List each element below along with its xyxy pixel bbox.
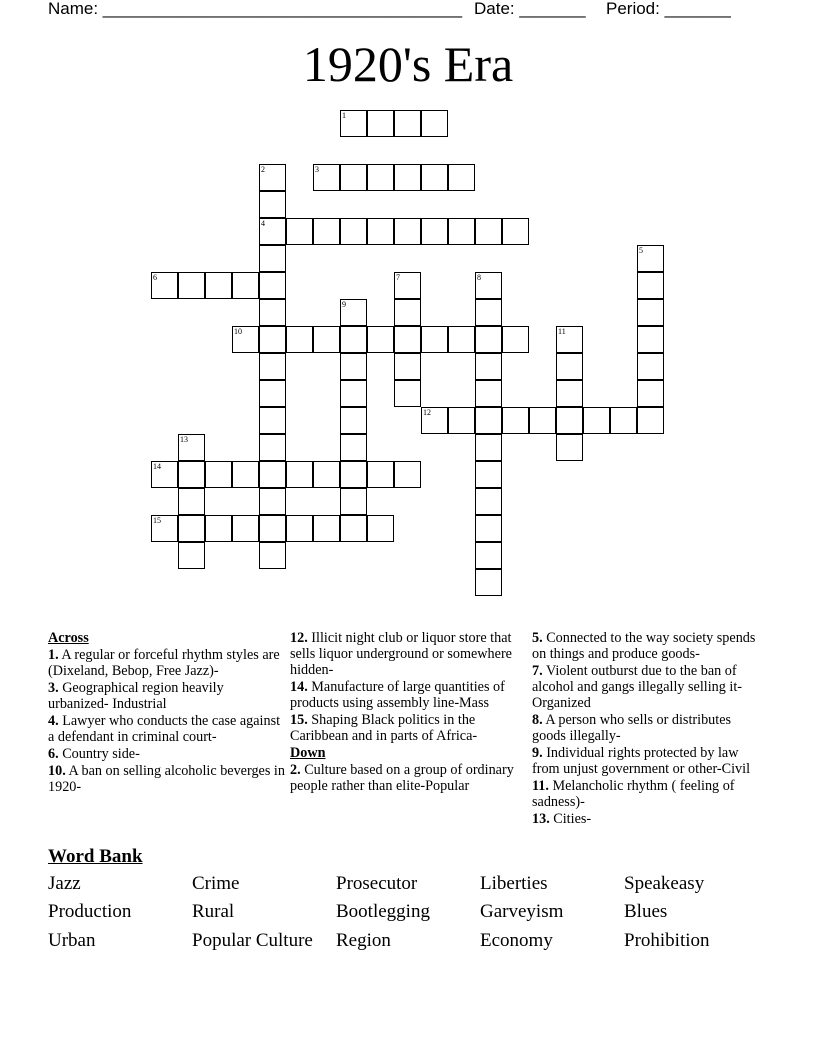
crossword-cell[interactable] bbox=[367, 461, 394, 488]
clue-number: 15. bbox=[290, 712, 308, 728]
crossword-cell[interactable] bbox=[259, 407, 286, 434]
crossword-cell[interactable] bbox=[475, 299, 502, 326]
crossword-cell[interactable] bbox=[394, 461, 421, 488]
crossword-cell[interactable] bbox=[151, 461, 178, 488]
crossword-cell[interactable] bbox=[475, 434, 502, 461]
crossword-cell[interactable] bbox=[502, 407, 529, 434]
crossword-cell[interactable] bbox=[232, 326, 259, 353]
clue-down-13 bbox=[532, 811, 768, 827]
crossword-cell[interactable] bbox=[475, 542, 502, 569]
clue-column-1 bbox=[48, 630, 286, 796]
crossword-cell[interactable] bbox=[475, 461, 502, 488]
clue-number: 6. bbox=[48, 746, 59, 762]
crossword-cell[interactable] bbox=[367, 515, 394, 542]
crossword-cell[interactable] bbox=[475, 218, 502, 245]
crossword-cell[interactable] bbox=[340, 353, 367, 380]
word-bank-item: Speakeasy bbox=[624, 873, 705, 894]
crossword-cell[interactable] bbox=[232, 515, 259, 542]
clue-number: 10. bbox=[48, 763, 66, 779]
crossword-cell[interactable] bbox=[205, 461, 232, 488]
clue-number: 13. bbox=[532, 811, 550, 827]
clue-across-3 bbox=[48, 680, 286, 712]
crossword-cell[interactable] bbox=[286, 218, 313, 245]
crossword-cell[interactable] bbox=[232, 272, 259, 299]
clue-text: Lawyer who conducts the case against a defendant in criminal court- bbox=[48, 713, 281, 745]
crossword-cell[interactable] bbox=[637, 353, 664, 380]
crossword-cell[interactable] bbox=[610, 407, 637, 434]
crossword-cell[interactable] bbox=[259, 164, 286, 191]
clue-number: 4. bbox=[48, 713, 59, 729]
crossword-cell[interactable] bbox=[556, 434, 583, 461]
cell-number: 3 bbox=[315, 165, 319, 174]
word-bank-item: Garveyism bbox=[480, 901, 564, 922]
cell-number: 10 bbox=[234, 327, 242, 336]
cell-number: 4 bbox=[261, 219, 265, 228]
clue-column-2 bbox=[290, 630, 528, 795]
crossword-cell[interactable] bbox=[340, 461, 367, 488]
crossword-cell[interactable] bbox=[637, 326, 664, 353]
word-bank-item: Prosecutor bbox=[336, 873, 418, 894]
word-bank-item: Jazz bbox=[48, 873, 81, 894]
clue-number: 8. bbox=[532, 712, 543, 728]
crossword-cell[interactable] bbox=[394, 110, 421, 137]
name-field[interactable]: Name: ______________________________________ bbox=[48, 0, 463, 18]
crossword-cell[interactable] bbox=[475, 407, 502, 434]
crossword-cell[interactable] bbox=[313, 164, 340, 191]
crossword-cell[interactable] bbox=[637, 245, 664, 272]
crossword-cell[interactable] bbox=[259, 380, 286, 407]
clue-number: 14. bbox=[290, 679, 308, 695]
crossword-cell[interactable] bbox=[259, 326, 286, 353]
clue-text: Violent outburst due to the ban of alcohol and gangs illegally selling it- Organized bbox=[532, 663, 743, 711]
page-title: 1920's Era bbox=[302, 36, 514, 92]
crossword-cell[interactable] bbox=[178, 272, 205, 299]
crossword-cell[interactable] bbox=[475, 326, 502, 353]
word-bank-item: Popular Culture bbox=[192, 930, 313, 951]
cell-number: 12 bbox=[423, 408, 431, 417]
crossword-cell[interactable] bbox=[178, 488, 205, 515]
clue-text: Connected to the way society spends on things and produce goods- bbox=[532, 630, 756, 662]
cell-number: 5 bbox=[639, 246, 643, 255]
clue-text: Country side- bbox=[62, 746, 140, 762]
crossword-cell[interactable] bbox=[259, 353, 286, 380]
clue-number: 2. bbox=[290, 762, 301, 778]
clue-down-11 bbox=[532, 778, 768, 810]
crossword-cell[interactable] bbox=[637, 380, 664, 407]
clue-across-14 bbox=[290, 679, 528, 711]
word-bank-item: Bootlegging bbox=[336, 901, 430, 922]
clue-across-1 bbox=[48, 647, 286, 679]
cell-number: 13 bbox=[180, 435, 188, 444]
crossword-cell[interactable] bbox=[340, 407, 367, 434]
crossword-cell[interactable] bbox=[421, 218, 448, 245]
crossword-cell[interactable] bbox=[205, 515, 232, 542]
crossword-cell[interactable] bbox=[286, 326, 313, 353]
crossword-cell[interactable] bbox=[178, 434, 205, 461]
crossword-cell[interactable] bbox=[448, 326, 475, 353]
crossword-cell[interactable] bbox=[475, 569, 502, 596]
crossword-cell[interactable] bbox=[421, 110, 448, 137]
crossword-cell[interactable] bbox=[394, 353, 421, 380]
crossword-cell[interactable] bbox=[340, 326, 367, 353]
clue-number: 12. bbox=[290, 630, 308, 646]
word-bank-item: Production bbox=[48, 901, 132, 922]
crossword-cell[interactable] bbox=[259, 434, 286, 461]
clue-down-2 bbox=[290, 762, 528, 794]
clue-column-3 bbox=[532, 630, 768, 828]
crossword-cell[interactable] bbox=[367, 326, 394, 353]
crossword-cell[interactable] bbox=[556, 380, 583, 407]
crossword-cell[interactable] bbox=[394, 380, 421, 407]
crossword-cell[interactable] bbox=[583, 407, 610, 434]
crossword-cell[interactable] bbox=[259, 218, 286, 245]
crossword-cell[interactable] bbox=[340, 488, 367, 515]
crossword-cell[interactable] bbox=[394, 164, 421, 191]
crossword-cell[interactable] bbox=[286, 461, 313, 488]
across-heading: Across bbox=[48, 630, 89, 646]
crossword-cell[interactable] bbox=[259, 272, 286, 299]
word-bank-title: Word Bank bbox=[48, 846, 143, 867]
cell-number: 1 bbox=[342, 111, 346, 120]
crossword-cell[interactable] bbox=[556, 353, 583, 380]
crossword-cell[interactable] bbox=[367, 218, 394, 245]
crossword-cell[interactable] bbox=[556, 407, 583, 434]
clue-text: Geographical region heavily urbanized- Industrial bbox=[48, 680, 224, 712]
crossword-cell[interactable] bbox=[448, 164, 475, 191]
clue-number: 3. bbox=[48, 680, 59, 696]
clue-text: A regular or forceful rhythm styles are (Dixeland, Bebop, Free Jazz)- bbox=[48, 647, 280, 679]
crossword-cell[interactable] bbox=[232, 461, 259, 488]
crossword-cell[interactable] bbox=[340, 110, 367, 137]
clue-text: Individual rights protected by law from unjust government or other-Civil bbox=[532, 745, 751, 777]
crossword-cell[interactable] bbox=[259, 488, 286, 515]
crossword-cell[interactable] bbox=[313, 218, 340, 245]
crossword-cell[interactable] bbox=[340, 380, 367, 407]
crossword-cell[interactable] bbox=[151, 272, 178, 299]
clue-text: Culture based on a group of ordinary people rather than elite-Popular bbox=[290, 762, 514, 794]
word-bank-item: Prohibition bbox=[624, 930, 710, 951]
clue-down-7 bbox=[532, 663, 768, 711]
crossword-cell[interactable] bbox=[178, 515, 205, 542]
crossword-cell[interactable] bbox=[151, 515, 178, 542]
clue-number: 9. bbox=[532, 745, 543, 761]
clue-down-9 bbox=[532, 745, 768, 777]
crossword-cell[interactable] bbox=[448, 218, 475, 245]
clue-text: Cities- bbox=[553, 811, 592, 827]
clue-text: A ban on selling alcoholic beverges in 1920- bbox=[48, 763, 285, 795]
clue-text: Shaping Black politics in the Caribbean and in parts of Africa- bbox=[290, 712, 478, 744]
period-field[interactable]: Period: _______ bbox=[606, 0, 731, 18]
crossword-cell[interactable] bbox=[637, 272, 664, 299]
crossword-cell[interactable] bbox=[367, 110, 394, 137]
clue-number: 11. bbox=[532, 778, 549, 794]
clue-across-15 bbox=[290, 712, 528, 744]
crossword-cell[interactable] bbox=[259, 461, 286, 488]
cell-number: 7 bbox=[396, 273, 400, 282]
crossword-cell[interactable] bbox=[340, 434, 367, 461]
crossword-cell[interactable] bbox=[286, 515, 313, 542]
crossword-cell[interactable] bbox=[313, 461, 340, 488]
cell-number: 8 bbox=[477, 273, 481, 282]
crossword-cell[interactable] bbox=[178, 542, 205, 569]
word-bank-item: Economy bbox=[480, 930, 553, 951]
clue-text: Manufacture of large quantities of products using assembly line-Mass bbox=[290, 679, 505, 711]
word-bank-item: Crime bbox=[192, 873, 240, 894]
crossword-cell[interactable] bbox=[313, 326, 340, 353]
word-bank-item: Liberties bbox=[480, 873, 548, 894]
clue-number: 7. bbox=[532, 663, 543, 679]
clue-across-6 bbox=[48, 746, 286, 762]
crossword-cell[interactable] bbox=[637, 407, 664, 434]
crossword-cell[interactable] bbox=[475, 353, 502, 380]
crossword-cell[interactable] bbox=[259, 191, 286, 218]
down-heading: Down bbox=[290, 745, 326, 761]
crossword-cell[interactable] bbox=[637, 299, 664, 326]
cell-number: 6 bbox=[153, 273, 157, 282]
word-bank-item: Region bbox=[336, 930, 391, 951]
clue-text: Melancholic rhythm ( feeling of sadness)- bbox=[532, 778, 735, 810]
cell-number: 14 bbox=[153, 462, 161, 471]
crossword-cell[interactable] bbox=[421, 407, 448, 434]
crossword-cell[interactable] bbox=[259, 299, 286, 326]
crossword-cell[interactable] bbox=[502, 218, 529, 245]
cell-number: 2 bbox=[261, 165, 265, 174]
clue-across-12 bbox=[290, 630, 528, 678]
crossword-cell[interactable] bbox=[475, 380, 502, 407]
crossword-cell[interactable] bbox=[421, 164, 448, 191]
word-bank-item: Blues bbox=[624, 901, 668, 922]
crossword-cell[interactable] bbox=[394, 218, 421, 245]
crossword-cell[interactable] bbox=[475, 272, 502, 299]
crossword-cell[interactable] bbox=[394, 272, 421, 299]
cell-number: 11 bbox=[558, 327, 566, 336]
crossword-cell[interactable] bbox=[340, 218, 367, 245]
cell-number: 15 bbox=[153, 516, 161, 525]
crossword-cell[interactable] bbox=[394, 326, 421, 353]
cell-number: 9 bbox=[342, 300, 346, 309]
clue-down-5 bbox=[532, 630, 768, 662]
crossword-cell[interactable] bbox=[205, 272, 232, 299]
crossword-cell[interactable] bbox=[502, 326, 529, 353]
crossword-cell[interactable] bbox=[259, 542, 286, 569]
crossword-cell[interactable] bbox=[421, 326, 448, 353]
crossword-cell[interactable] bbox=[475, 488, 502, 515]
clue-number: 5. bbox=[532, 630, 543, 646]
crossword-cell[interactable] bbox=[340, 164, 367, 191]
crossword-cell[interactable] bbox=[529, 407, 556, 434]
clue-down-8 bbox=[532, 712, 768, 744]
crossword-cell[interactable] bbox=[178, 461, 205, 488]
crossword-cell[interactable] bbox=[340, 299, 367, 326]
crossword-cell[interactable] bbox=[340, 515, 367, 542]
crossword-cell[interactable] bbox=[394, 299, 421, 326]
crossword-cell[interactable] bbox=[448, 407, 475, 434]
crossword-cell[interactable] bbox=[367, 164, 394, 191]
crossword-cell[interactable] bbox=[556, 326, 583, 353]
crossword-cell[interactable] bbox=[259, 515, 286, 542]
word-bank-item: Rural bbox=[192, 901, 235, 922]
crossword-cell[interactable] bbox=[259, 245, 286, 272]
word-bank-item: Urban bbox=[48, 930, 96, 951]
clue-across-10 bbox=[48, 763, 286, 795]
clue-text: Illicit night club or liquor store that sells liquor underground or somewhere hidden- bbox=[290, 630, 512, 678]
crossword-cell[interactable] bbox=[475, 515, 502, 542]
clue-across-4 bbox=[48, 713, 286, 745]
clue-text: A person who sells or distributes goods illegally- bbox=[532, 712, 732, 744]
date-field[interactable]: Date: _______ bbox=[474, 0, 586, 18]
crossword-cell[interactable] bbox=[313, 515, 340, 542]
clue-number: 1. bbox=[48, 647, 59, 663]
